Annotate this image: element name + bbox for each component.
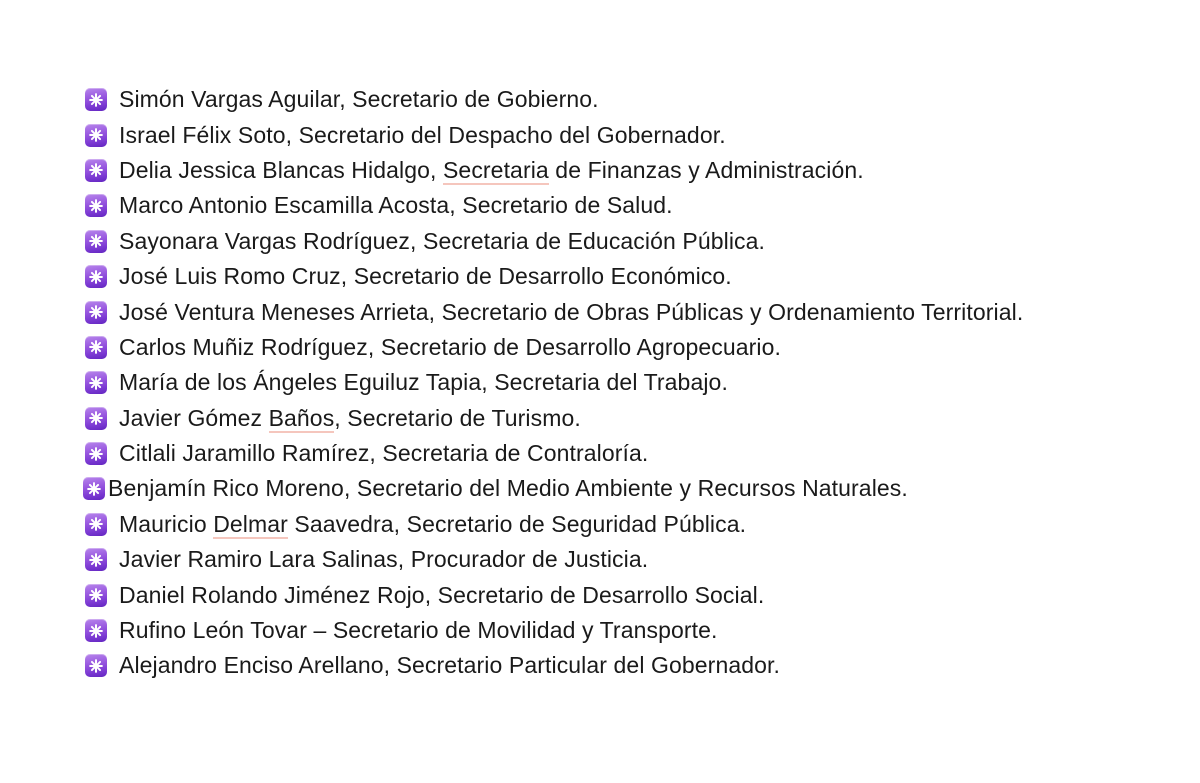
list-item-text	[119, 652, 780, 679]
text-segment: Benjamín Rico Moreno, Secretario del Medio Ambiente y Recursos Naturales.	[108, 475, 908, 502]
list-item	[85, 259, 1160, 294]
text-segment: Marco Antonio Escamilla Acosta, Secretario de Salud.	[119, 192, 673, 219]
eight-spoked-asterisk-icon	[85, 88, 107, 111]
eight-spoked-asterisk-icon	[85, 442, 107, 465]
list-item	[85, 401, 1160, 436]
text-segment: Daniel Rolando Jiménez Rojo, Secretario de Desarrollo Social.	[119, 581, 765, 608]
eight-spoked-asterisk-icon	[85, 548, 107, 571]
list-item	[85, 82, 1160, 117]
list-item	[83, 471, 1160, 506]
list-item	[85, 648, 1160, 683]
list-item-text	[119, 369, 728, 396]
eight-spoked-asterisk-icon	[85, 194, 107, 217]
list-item-text	[119, 192, 673, 219]
eight-spoked-asterisk-icon	[85, 619, 107, 642]
cabinet-members-list	[85, 82, 1160, 684]
list-item	[85, 117, 1160, 152]
text-segment: Delia Jessica Blancas Hidalgo,	[119, 156, 443, 183]
text-segment: José Luis Romo Cruz, Secretario de Desarrollo Económico.	[119, 263, 732, 290]
list-item-text	[119, 546, 648, 573]
list-item-text	[119, 263, 732, 290]
text-segment: María de los Ángeles Eguiluz Tapia, Secretaria del Trabajo.	[119, 369, 728, 396]
eight-spoked-asterisk-icon	[85, 654, 107, 677]
text-segment: Israel Félix Soto, Secretario del Despacho del Gobernador.	[119, 121, 726, 148]
list-item	[85, 153, 1160, 188]
list-item	[85, 188, 1160, 223]
eight-spoked-asterisk-icon	[85, 265, 107, 288]
eight-spoked-asterisk-icon	[85, 336, 107, 359]
text-segment: Carlos Muñiz Rodríguez, Secretario de Desarrollo Agropecuario.	[119, 333, 782, 360]
text-segment: José Ventura Meneses Arrieta, Secretario de Obras Públicas y Ordenamiento Territorial.	[119, 298, 1024, 325]
list-item-text	[119, 440, 648, 467]
eight-spoked-asterisk-icon	[85, 159, 107, 182]
list-item	[85, 507, 1160, 542]
list-item	[85, 613, 1160, 648]
list-item-text	[119, 511, 746, 538]
list-item	[85, 365, 1160, 400]
text-segment: Javier Gómez	[119, 404, 269, 431]
list-item	[85, 294, 1160, 329]
misspelled-word: Baños	[268, 404, 335, 431]
text-segment: Rufino León Tovar – Secretario de Movilidad y Transporte.	[119, 617, 718, 644]
list-item	[85, 577, 1160, 612]
list-item-text	[119, 299, 1023, 326]
text-segment: Sayonara Vargas Rodríguez, Secretaria de Educación Pública.	[119, 227, 766, 254]
text-segment: de Finanzas y Administración.	[548, 156, 864, 183]
text-segment: Javier Ramiro Lara Salinas, Procurador de Justicia.	[119, 546, 649, 573]
list-item-text	[119, 122, 726, 149]
text-segment: Mauricio	[119, 510, 214, 537]
eight-spoked-asterisk-icon	[85, 124, 107, 147]
text-segment: Alejandro Enciso Arellano, Secretario Particular del Gobernador.	[119, 652, 780, 679]
eight-spoked-asterisk-icon	[85, 301, 107, 324]
list-item-text	[119, 86, 599, 113]
misspelled-word: Delmar	[213, 510, 288, 537]
text-segment: Citlali Jaramillo Ramírez, Secretaria de Contraloría.	[119, 440, 649, 467]
list-item-text	[119, 405, 581, 432]
text-segment: Saavedra, Secretario de Seguridad Pública.	[287, 510, 747, 537]
list-item	[85, 542, 1160, 577]
eight-spoked-asterisk-icon	[85, 513, 107, 536]
list-item-text	[119, 228, 765, 255]
list-item-text	[119, 334, 781, 361]
list-item	[85, 224, 1160, 259]
eight-spoked-asterisk-icon	[85, 371, 107, 394]
text-segment: , Secretario de Turismo.	[334, 404, 581, 431]
eight-spoked-asterisk-icon	[83, 477, 105, 500]
list-item-text	[119, 582, 764, 609]
list-item	[85, 330, 1160, 365]
text-segment: Simón Vargas Aguilar, Secretario de Gobierno.	[119, 86, 599, 113]
misspelled-word: Secretaria	[442, 156, 549, 183]
list-item	[85, 436, 1160, 471]
eight-spoked-asterisk-icon	[85, 407, 107, 430]
list-item-text	[119, 157, 864, 184]
eight-spoked-asterisk-icon	[85, 230, 107, 253]
list-item-text	[119, 617, 718, 644]
list-item-text	[108, 475, 908, 502]
eight-spoked-asterisk-icon	[85, 584, 107, 607]
